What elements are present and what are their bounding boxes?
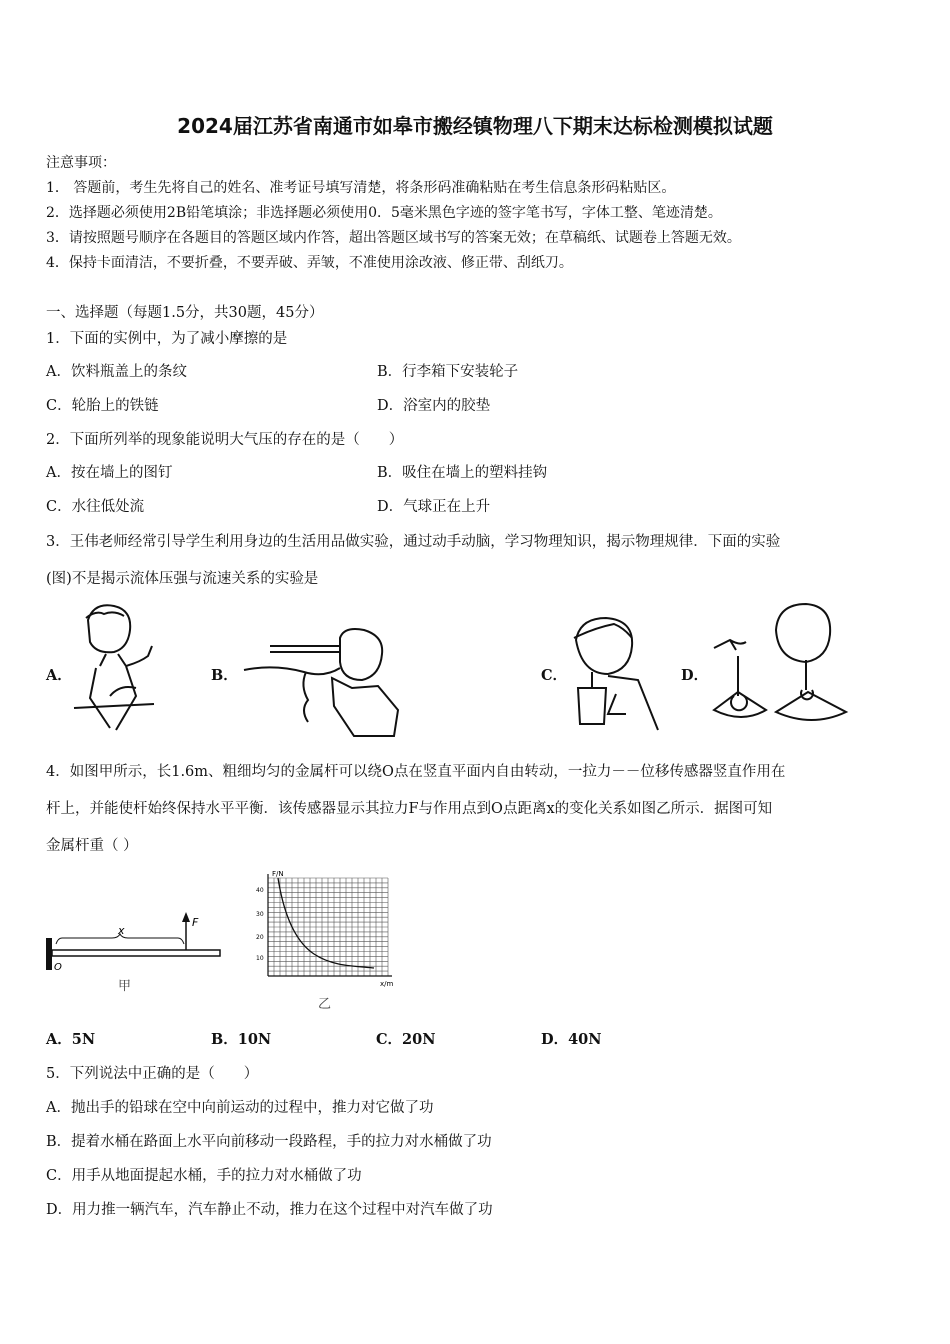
q4-option-d[interactable]: D．40N <box>541 1031 602 1048</box>
y-tick-label: 40 <box>256 887 264 894</box>
q5-option-b[interactable]: B．提着水桶在路面上水平向前移动一段路程，手的拉力对水桶做了功 <box>46 1134 492 1150</box>
distance-label: x <box>118 924 125 937</box>
page-title: 2024届江苏省南通市如皋市搬经镇物理八下期末达标检测模拟试题 <box>177 114 773 138</box>
q3-option-a-label[interactable]: A． <box>46 667 72 684</box>
q3-figure-d <box>706 600 864 732</box>
q5-option-c[interactable]: C．用手从地面提起水桶，手的拉力对水桶做了功 <box>46 1168 362 1184</box>
x-axis-label: x/m <box>380 980 394 988</box>
q4-option-b[interactable]: B．10N <box>211 1031 272 1048</box>
question-2-stem: 2．下面所列举的现象能说明大气压的存在的是（ ） <box>46 432 404 448</box>
wall-pivot <box>46 938 52 970</box>
q1-option-a[interactable]: A．饮料瓶盖上的条纹 <box>46 364 187 380</box>
section-heading: 一、选择题（每题1.5分，共30题，45分） <box>46 305 324 321</box>
q2-option-d[interactable]: D．气球正在上升 <box>377 499 491 515</box>
metal-rod <box>52 950 220 956</box>
question-5-stem: 5．下列说法中正确的是（ ） <box>46 1066 259 1082</box>
notice-item: 1． 答题前，考生先将自己的姓名、准考证号填写清楚，将条形码准确粘贴在考生信息条形码粘贴区。 <box>46 180 676 196</box>
y-tick-label: 10 <box>256 955 264 962</box>
q2-option-c[interactable]: C．水往低处流 <box>46 499 145 515</box>
question-1-stem: 1．下面的实例中，为了减小摩擦的是 <box>46 331 288 347</box>
q4-figure-graph <box>252 866 400 1016</box>
q4-option-a[interactable]: A．5N <box>46 1031 96 1048</box>
y-axis-label: F/N <box>272 870 284 878</box>
q1-option-d[interactable]: D．浴室内的胶垫 <box>377 398 491 414</box>
y-tick-label: 30 <box>256 911 264 918</box>
q4-figure-lever <box>40 900 230 1000</box>
q3-figure-b <box>236 618 401 738</box>
pivot-label: O <box>54 962 62 973</box>
notice-item: 3．请按照题号顺序在各题目的答题区域内作答，超出答题区域书写的答案无效；在草稿纸、试题卷上答题无效。 <box>46 230 741 246</box>
q3-figure-a <box>66 598 176 738</box>
q4-option-c[interactable]: C．20N <box>376 1031 436 1048</box>
q2-option-b[interactable]: B．吸住在墙上的塑料挂钩 <box>377 465 548 481</box>
force-arrow-head <box>182 912 190 922</box>
q3-option-c-label[interactable]: C． <box>541 667 568 684</box>
question-4-stem-line2: 杆上，并能使杆始终保持水平平衡．该传感器显示其拉力F与作用点到O点距离x的变化关系如图乙所示．据图可知 <box>46 801 773 817</box>
figure-caption-jia: 甲 <box>118 979 132 994</box>
q3-option-d-label[interactable]: D． <box>681 667 709 684</box>
notice-item: 4．保持卡面清洁，不要折叠，不要弄破、弄皱，不准使用涂改液、修正带、刮纸刀。 <box>46 255 573 271</box>
q3-option-b-label[interactable]: B． <box>211 667 238 684</box>
q1-option-c[interactable]: C．轮胎上的铁链 <box>46 398 159 414</box>
force-curve <box>278 878 374 968</box>
question-3-stem-line2: (图)不是揭示流体压强与流速关系的实验是 <box>46 571 319 587</box>
figure-caption-yi: 乙 <box>318 997 332 1012</box>
q2-option-a[interactable]: A．按在墙上的图钉 <box>46 465 173 481</box>
q5-option-d[interactable]: D．用力推一辆汽车，汽车静止不动，推力在这个过程中对汽车做了功 <box>46 1202 493 1218</box>
q1-option-b[interactable]: B．行李箱下安装轮子 <box>377 364 519 380</box>
question-4-stem-line3: 金属杆重（ ） <box>46 838 138 854</box>
force-label: F <box>192 916 199 929</box>
question-3-stem-line1: 3．王伟老师经常引导学生利用身边的生活用品做实验，通过动手动脑，学习物理知识，揭示物理规律．下面的实验 <box>46 534 781 550</box>
y-tick-label: 20 <box>256 934 264 941</box>
notice-heading: 注意事项： <box>46 155 116 171</box>
question-4-stem-line1: 4．如图甲所示，长1.6m、粗细均匀的金属杆可以绕O点在竖直平面内自由转动，一拉力－－位移传感器竖直作用在 <box>46 764 786 780</box>
q3-figure-c <box>568 610 668 732</box>
notice-item: 2．选择题必须使用2B铅笔填涂；非选择题必须使用0．5毫米黑色字迹的签字笔书写，字体工整、笔迹清楚。 <box>46 205 722 221</box>
q5-option-a[interactable]: A．抛出手的铅球在空中向前运动的过程中，推力对它做了功 <box>46 1100 434 1116</box>
